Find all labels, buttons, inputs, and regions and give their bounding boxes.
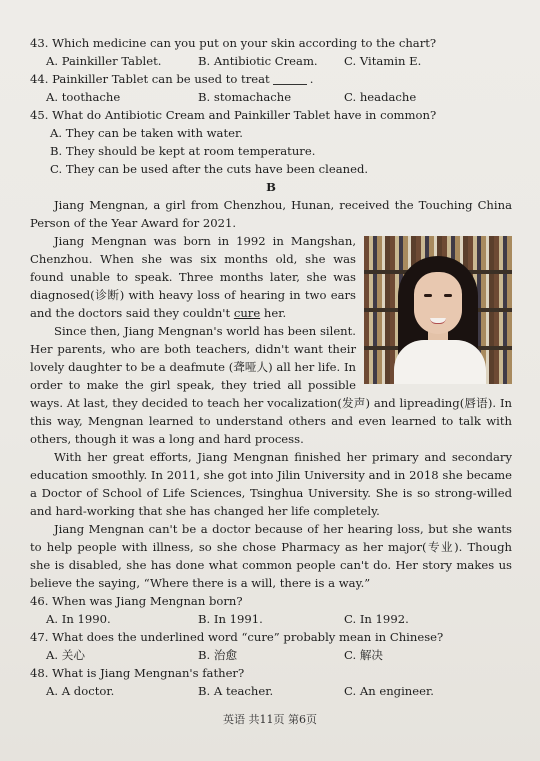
option-c: C. 解决 bbox=[344, 648, 384, 662]
eye-shape bbox=[444, 294, 452, 297]
option-a: A. In 1990. bbox=[46, 612, 111, 626]
option-c: C. Vitamin E. bbox=[344, 54, 422, 68]
question-44-stem: 44. Painkiller Tablet can be used to treat bbox=[30, 72, 270, 86]
option-a: A. Painkiller Tablet. bbox=[46, 54, 162, 68]
option-c: C. In 1992. bbox=[344, 612, 409, 626]
page-footer: 英语 共11页 第6页 bbox=[223, 713, 317, 726]
option-c: C. They can be used after the cuts have been cleaned. bbox=[50, 162, 369, 176]
portrait-photo bbox=[364, 236, 512, 384]
option-b: B. They should be kept at room temperature. bbox=[50, 144, 316, 158]
question-44 bbox=[30, 70, 512, 88]
question-48-options bbox=[46, 682, 512, 700]
question-44-options bbox=[46, 88, 512, 106]
option-b: B. 治愈 bbox=[198, 648, 238, 662]
underlined-word-cure: cure bbox=[233, 306, 261, 320]
question-46: 46. When was Jiang Mengnan born? bbox=[30, 594, 243, 608]
option-b: B. Antibiotic Cream. bbox=[198, 54, 318, 68]
passage-paragraph-3: Since then, Jiang Mengnan's world has been silent. Her parents, who are both teachers, didn't want their lovely daughter to be a deafmute (聋哑人) all her life. In order to make the girl speak, they tried all possible ways. At last, they decided to teach her vocalization(发声) and lipreading(唇语). In this way, Mengnan learned to understand others and even learned to talk with others, though it was a long and hard process. bbox=[30, 324, 512, 446]
passage-paragraph-4: With her great efforts, Jiang Mengnan finished her primary and secondary education smoothly. In 2011, she got into Jilin University and in 2018 she became a Doctor of School of Life Sciences, Tsinghua University. She is so strong-willed and hard-working that she has changed her life completely. bbox=[30, 450, 512, 518]
question-43-options bbox=[46, 52, 512, 70]
option-a: A. A doctor. bbox=[46, 684, 115, 698]
question-47-options bbox=[46, 646, 512, 664]
option-a: A. toothache bbox=[46, 90, 121, 104]
option-c: C. headache bbox=[344, 90, 417, 104]
section-heading: B bbox=[266, 180, 276, 194]
question-45: 45. What do Antibiotic Cream and Painkiller Tablet have in common? bbox=[30, 108, 437, 122]
passage-paragraph-1: Jiang Mengnan, a girl from Chenzhou, Hunan, received the Touching China Person of the Year Award for 2021. bbox=[30, 198, 512, 230]
option-c: C. An engineer. bbox=[344, 684, 434, 698]
sweater-shape bbox=[394, 340, 486, 384]
option-b: B. A teacher. bbox=[198, 684, 274, 698]
question-48: 48. What is Jiang Mengnan's father? bbox=[30, 666, 245, 680]
option-b: B. In 1991. bbox=[198, 612, 263, 626]
option-a: A. They can be taken with water. bbox=[50, 126, 243, 140]
question-43: 43. Which medicine can you put on your skin according to the chart? bbox=[30, 36, 437, 50]
answer-blank bbox=[273, 84, 307, 85]
paragraph-2-end: her. bbox=[263, 306, 287, 320]
option-b: B. stomachache bbox=[198, 90, 292, 104]
question-44-stem-end: . bbox=[309, 72, 314, 86]
passage-paragraph-5: Jiang Mengnan can't be a doctor because of her hearing loss, but she wants to help people with illness, so she chose Pharmacy as her major(专业). Though she is disabled, she has done what common people can't do. Her story makes us believe the saying, “Where there is a will, there is a way.” bbox=[30, 522, 512, 590]
question-46-options bbox=[46, 610, 512, 628]
question-47: 47. What does the underlined word “cure” probably mean in Chinese? bbox=[30, 630, 444, 644]
eye-shape bbox=[424, 294, 432, 297]
paragraph-2-text: Jiang Mengnan was born in 1992 in Mangshan, Chenzhou. When she was six months old, she was found unable to speak. Three months later, she was diagnosed(诊断) with heavy loss of hearing in two ears and the doctors said they couldn't bbox=[30, 234, 356, 320]
face-shape bbox=[414, 272, 462, 334]
option-a: A. 关心 bbox=[46, 648, 85, 662]
